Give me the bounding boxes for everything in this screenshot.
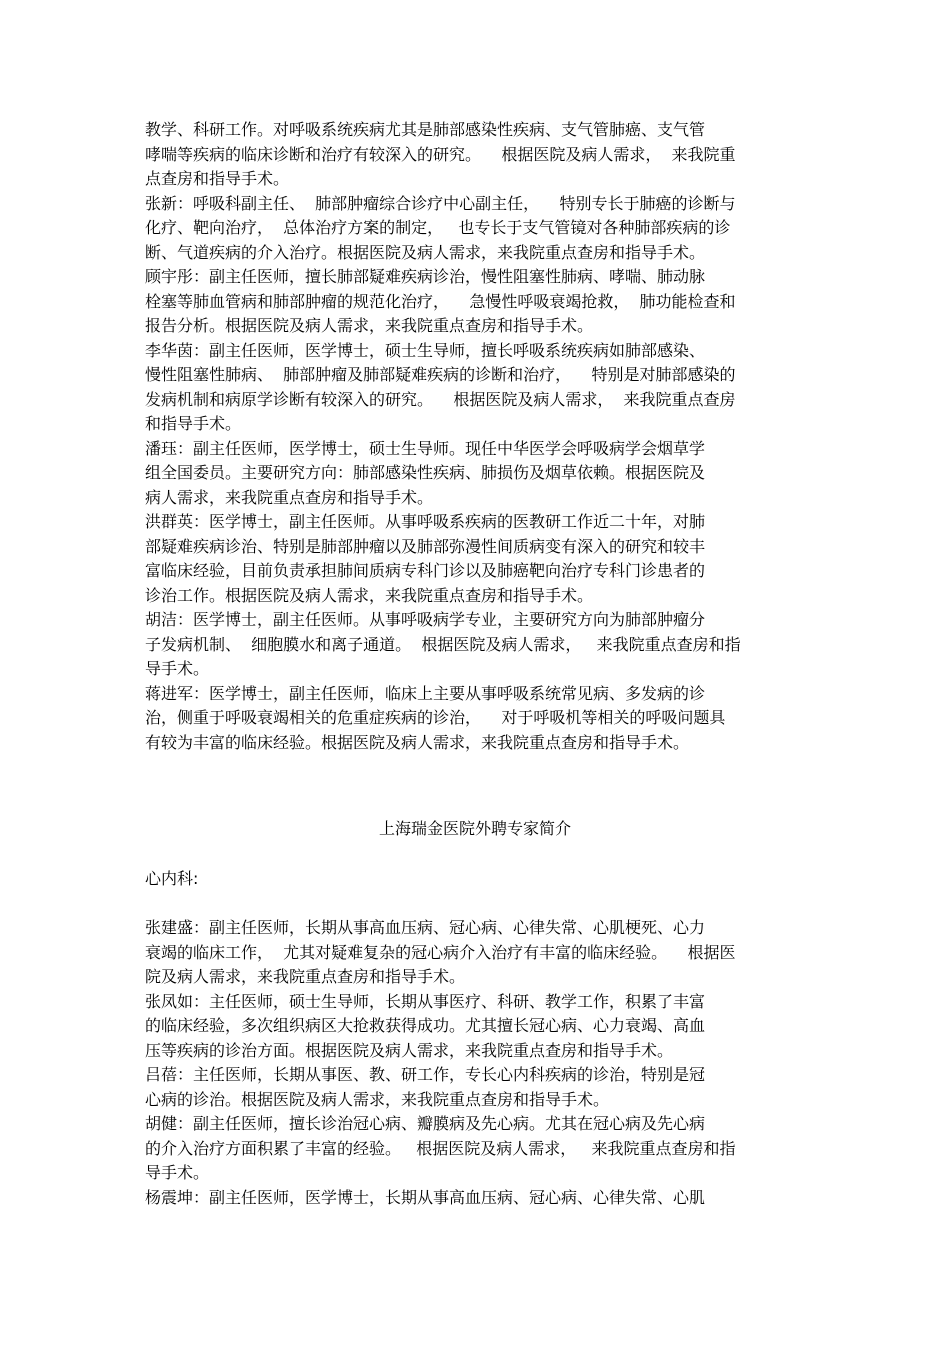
text-line: 心病的诊治。根据医院及病人需求，来我院重点查房和指导手术。 <box>145 1089 610 1109</box>
text-line: 慢性阻塞性肺病、 肺部肿瘤及肺部疑难疾病的诊断和治疗， 特别是对肺部感染的 <box>145 365 736 384</box>
text-line: 导手术。 <box>145 659 210 678</box>
text-line: 发病机制和病原学诊断有较深入的研究。 根据医院及病人需求， 来我院重点查房 <box>145 389 736 409</box>
text-line: 和指导手术。 <box>145 414 242 433</box>
text-line: 洪群英：医学博士，副主任医师。从事呼吸系疾病的医教研工作近二十年，对肺 <box>145 512 706 531</box>
section-heading-cardiology: 心内科: <box>145 869 199 888</box>
text-line: 胡洁：医学博士，副主任医师。从事呼吸病学专业，主要研究方向为肺部肿瘤分 <box>145 610 706 629</box>
expert-list-respiratory <box>145 118 805 755</box>
document-title: 上海瑞金医院外聘专家简介 <box>378 819 571 838</box>
text-line: 潘珏：副主任医师，医学博士，硕士生导师。现任中华医学会呼吸病学会烟草学 <box>145 438 706 458</box>
expert-list-cardiology <box>145 916 805 1210</box>
text-line: 的临床经验，多次组织病区大抢救获得成功。尤其擅长冠心病、心力衰竭、高血 <box>145 1016 706 1035</box>
text-line: 报告分析。根据医院及病人需求，来我院重点查房和指导手术。 <box>145 316 594 335</box>
text-line: 化疗、靶向治疗， 总体治疗方案的制定， 也专长于支气管镜对各种肺部疾病的诊 <box>145 218 731 237</box>
text-line: 断、气道疾病的介入治疗。根据医院及病人需求，来我院重点查房和指导手术。 <box>145 242 706 262</box>
text-line: 院及病人需求，来我院重点查房和指导手术。 <box>145 967 466 986</box>
text-line: 张凤如：主任医师，硕士生导师，长期从事医疗、科研、教学工作，积累了丰富 <box>145 991 706 1011</box>
text-line: 诊治工作。根据医院及病人需求，来我院重点查房和指导手术。 <box>145 585 594 605</box>
text-line: 栓塞等肺血管病和肺部肿瘤的规范化治疗， 急慢性呼吸衰竭抢救， 肺功能检查和 <box>145 291 736 311</box>
text-line: 子发病机制、 细胞膜水和离子通道。 根据医院及病人需求， 来我院重点查房和指 <box>145 634 741 654</box>
text-line: 哮喘等疾病的临床诊断和治疗有较深入的研究。 根据医院及病人需求， 来我院重 <box>145 144 736 164</box>
text-line: 富临床经验，目前负责承担肺间质病专科门诊以及肺癌靶向治疗专科门诊患者的 <box>145 561 706 580</box>
text-line: 有较为丰富的临床经验。根据医院及病人需求，来我院重点查房和指导手术。 <box>145 732 690 752</box>
text-line: 张建盛：副主任医师，长期从事高血压病、冠心病、心律失常、心肌梗死、心力 <box>145 918 706 937</box>
text-line: 胡健：副主任医师，擅长诊治冠心病、瓣膜病及先心病。尤其在冠心病及先心病 <box>145 1114 706 1133</box>
text-line: 张新：呼吸科副主任、 肺部肿瘤综合诊疗中心副主任， 特别专长于肺癌的诊断与 <box>145 193 736 213</box>
text-line: 治，侧重于呼吸衰竭相关的危重症疾病的诊治， 对于呼吸机等相关的呼吸问题具 <box>145 708 726 727</box>
text-line: 教学、科研工作。对呼吸系统疾病尤其是肺部感染性疾病、支气管肺癌、支气管 <box>145 120 706 139</box>
text-line: 导手术。 <box>145 1163 210 1182</box>
text-line: 杨震坤：副主任医师，医学博士，长期从事高血压病、冠心病、心律失常、心肌 <box>145 1187 706 1207</box>
text-line: 吕蓓：主任医师，长期从事医、教、研工作，专长心内科疾病的诊治，特别是冠 <box>145 1065 706 1084</box>
text-line: 的介入治疗方面积累了丰富的经验。 根据医院及病人需求， 来我院重点查房和指 <box>145 1138 736 1158</box>
text-line: 部疑难疾病诊治、特别是肺部肿瘤以及肺部弥漫性间质病变有深入的研究和较丰 <box>145 536 706 556</box>
text-line: 压等疾病的诊治方面。根据医院及病人需求，来我院重点查房和指导手术。 <box>145 1040 674 1060</box>
text-line: 李华茵：副主任医师，医学博士，硕士生导师，擅长呼吸系统疾病如肺部感染、 <box>145 340 706 360</box>
text-line: 顾宇彤：副主任医师，擅长肺部疑难疾病诊治，慢性阻塞性肺病、哮喘、肺动脉 <box>145 267 706 286</box>
text-line: 蒋进军：医学博士，副主任医师，临床上主要从事呼吸系统常见病、多发病的诊 <box>145 683 706 703</box>
text-line: 组全国委员。主要研究方向：肺部感染性疾病、肺损伤及烟草依赖。根据医院及 <box>145 463 706 482</box>
text-line: 衰竭的临床工作， 尤其对疑难复杂的冠心病介入治疗有丰富的临床经验。 根据医 <box>145 942 736 962</box>
text-line: 点查房和指导手术。 <box>145 169 290 188</box>
text-line: 病人需求，来我院重点查房和指导手术。 <box>145 487 434 507</box>
